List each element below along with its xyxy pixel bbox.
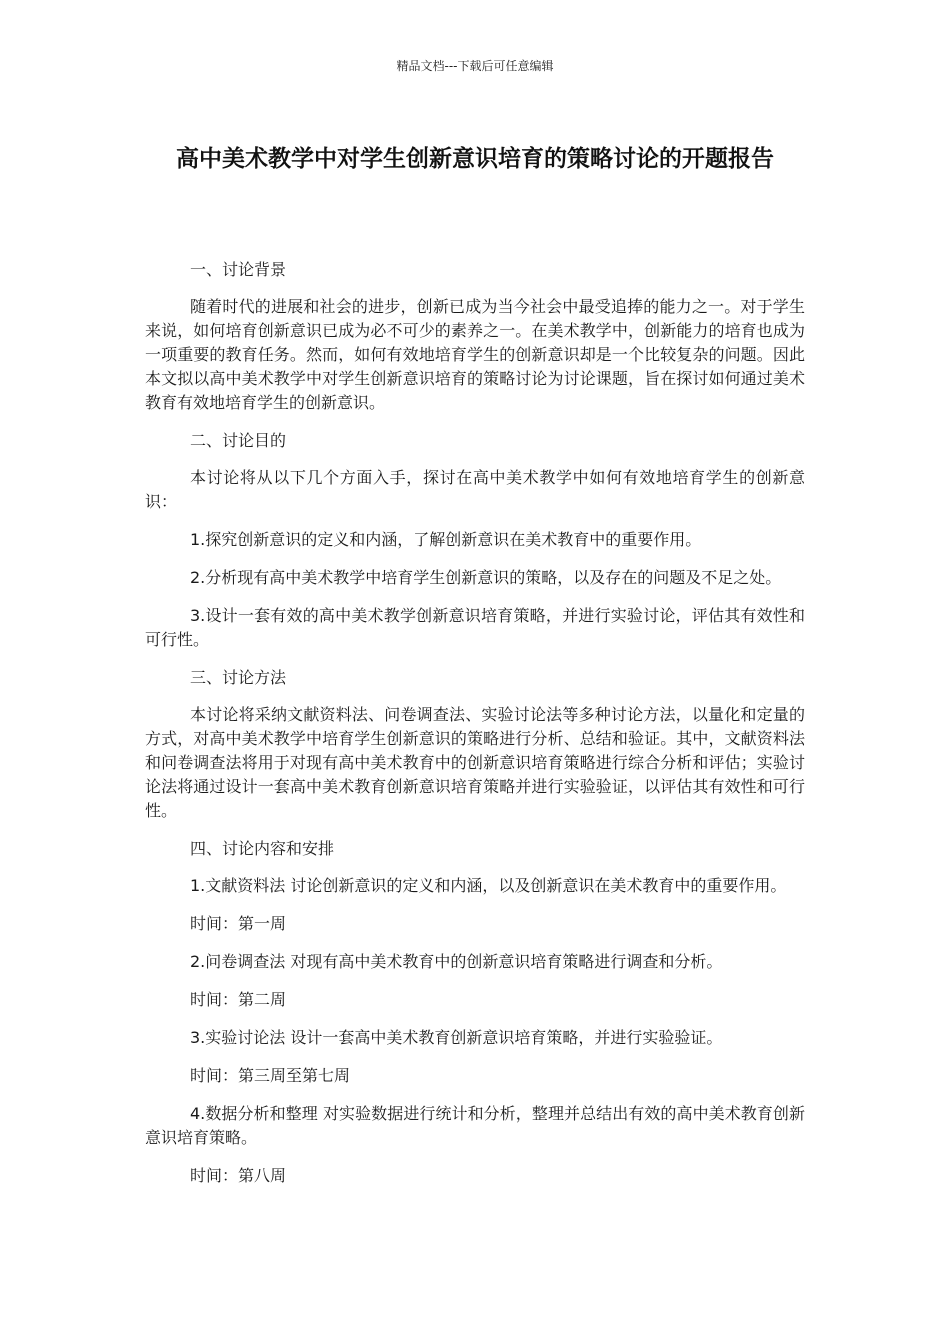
goal-item-2: 2.分析现有高中美术教学中培育学生创新意识的策略，以及存在的问题及不足之处。 [190, 568, 782, 587]
goal-item-1: 1.探究创新意识的定义和内涵，了解创新意识在美术教育中的重要作用。 [190, 530, 702, 549]
plan-time-1: 时间：第一周 [190, 914, 287, 933]
section-heading-goal: 二、讨论目的 [190, 431, 287, 450]
document-title: 高中美术教学中对学生创新意识培育的策略讨论的开题报告 [176, 146, 774, 172]
plan-time-4: 时间：第八周 [190, 1166, 287, 1185]
goal-item-3: 3.设计一套有效的高中美术教学创新意识培育策略，并进行实验讨论，评估其有效性和可行性。 [145, 606, 805, 649]
header-note: 精品文档---下载后可任意编辑 [396, 59, 554, 73]
plan-time-3: 时间：第三周至第七周 [190, 1066, 351, 1085]
plan-item-1: 1.文献资料法 讨论创新意识的定义和内涵，以及创新意识在美术教育中的重要作用。 [190, 876, 787, 895]
paragraph-goal-intro: 本讨论将从以下几个方面入手，探讨在高中美术教学中如何有效地培育学生的创新意识： [145, 468, 805, 511]
document-body [145, 258, 805, 1202]
plan-item-2: 2.问卷调查法 对现有高中美术教育中的创新意识培育策略进行调查和分析。 [190, 952, 723, 971]
section-heading-background: 一、讨论背景 [190, 260, 287, 279]
paragraph-background: 随着时代的进展和社会的进步，创新已成为当今社会中最受追捧的能力之一。对于学生来说，如何培育创新意识已成为必不可少的素养之一。在美术教学中，创新能力的培育也成为一项重要的教育任务。然而，如何有效地培育学生的创新意识却是一个比较复杂的问题。因此本文拟以高中美术教学中对学生创新意识培育的策略讨论为讨论课题，旨在探讨如何通过美术教育有效地培育学生的创新意识。 [145, 297, 805, 412]
section-heading-plan: 四、讨论内容和安排 [190, 839, 335, 858]
paragraph-method: 本讨论将采纳文献资料法、问卷调查法、实验讨论法等多种讨论方法，以量化和定量的方式，对高中美术教学中培育学生创新意识的策略进行分析、总结和验证。其中，文献资料法和问卷调查法将用于对现有高中美术教育中的创新意识培育策略进行综合分析和评估；实验讨论法将通过设计一套高中美术教育创新意识培育策略并进行实验验证，以评估其有效性和可行性。 [145, 705, 805, 820]
plan-time-2: 时间：第二周 [190, 990, 287, 1009]
plan-item-3: 3.实验讨论法 设计一套高中美术教育创新意识培育策略，并进行实验验证。 [190, 1028, 723, 1047]
section-heading-method: 三、讨论方法 [190, 668, 287, 687]
plan-item-4: 4.数据分析和整理 对实验数据进行统计和分析，整理并总结出有效的高中美术教育创新意识培育策略。 [145, 1104, 805, 1147]
